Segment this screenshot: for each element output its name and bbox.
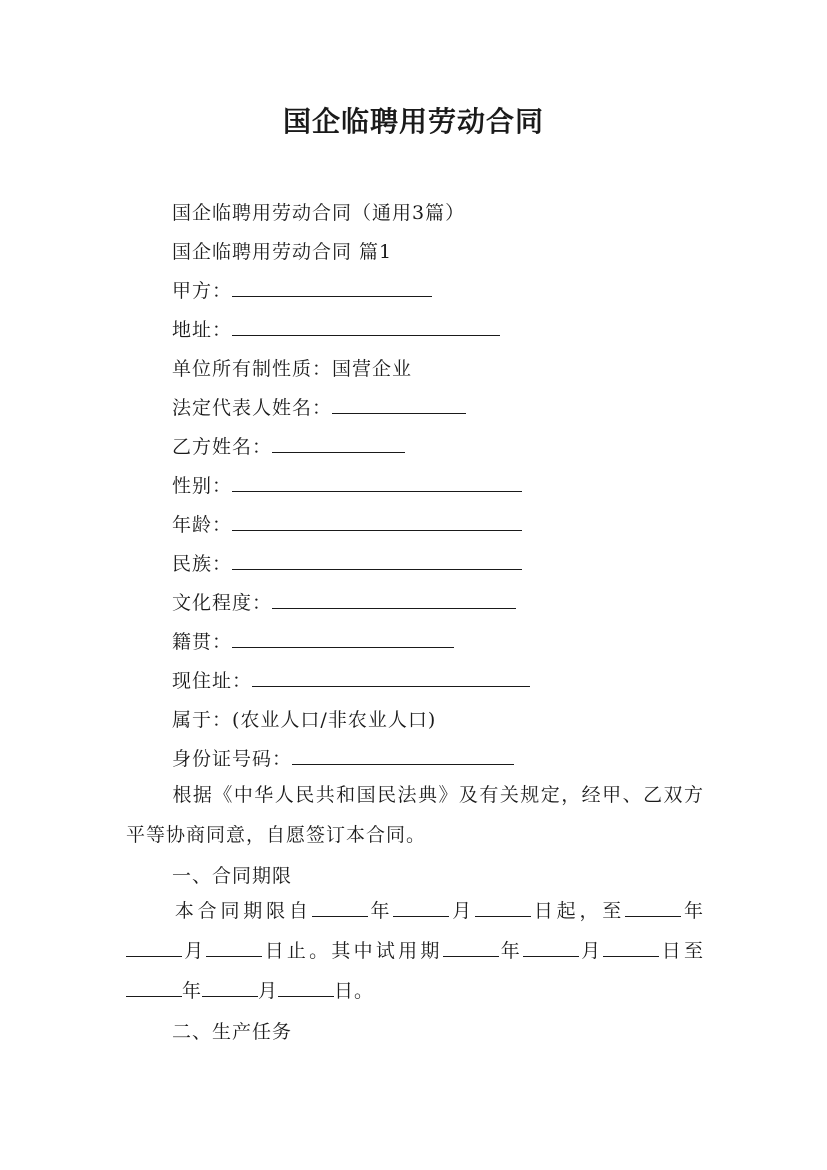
document-title: 国企临聘用劳动合同 xyxy=(282,105,544,138)
address-blank[interactable] xyxy=(232,317,500,336)
gender-row xyxy=(172,471,522,498)
term-day-final-label: 日。 xyxy=(334,980,375,1002)
probation-end-year-blank[interactable] xyxy=(126,978,182,997)
term-year-label: 年 xyxy=(367,900,394,922)
address-label: 地址： xyxy=(172,319,233,341)
address-row xyxy=(172,315,500,342)
education-label: 文化程度： xyxy=(172,592,273,614)
native-place-label: 籍贯： xyxy=(172,631,233,653)
party-b-name-row xyxy=(172,432,405,459)
section-title: 国企临聘用劳动合同 篇1 xyxy=(172,241,393,263)
probation-start-day-blank[interactable] xyxy=(603,938,659,957)
term-paragraph xyxy=(126,891,704,1011)
party-a-row xyxy=(172,276,432,303)
id-number-blank[interactable] xyxy=(292,746,514,765)
gender-label: 性别： xyxy=(172,475,233,497)
education-blank[interactable] xyxy=(272,590,516,609)
household-row: 属于：(农业人口/非农业人口) xyxy=(172,709,437,731)
start-month-blank[interactable] xyxy=(393,898,449,917)
gender-blank[interactable] xyxy=(232,473,522,492)
end-day-blank[interactable] xyxy=(206,938,262,957)
age-label: 年龄： xyxy=(172,514,233,536)
intro-paragraph xyxy=(126,775,704,855)
current-address-row xyxy=(172,666,530,693)
term-day-to-label: 日至 xyxy=(659,940,704,962)
id-number-label: 身份证号码： xyxy=(172,748,293,770)
end-month-blank[interactable] xyxy=(126,938,182,957)
native-place-blank[interactable] xyxy=(232,629,454,648)
term-year-label: 年 xyxy=(182,980,203,1002)
term-month-label: 月 xyxy=(258,980,279,1002)
intro-text: 根据《中华人民共和国民法典》及有关规定，经甲、乙双方平等协商同意，自愿签订本合同。 xyxy=(126,784,704,846)
legal-rep-row xyxy=(172,393,466,420)
document-subtitle: 国企临聘用劳动合同（通用3篇） xyxy=(172,202,466,224)
probation-end-day-blank[interactable] xyxy=(278,978,334,997)
id-number-row xyxy=(172,744,514,771)
probation-start-month-blank[interactable] xyxy=(523,938,579,957)
current-address-blank[interactable] xyxy=(252,668,530,687)
ethnicity-label: 民族： xyxy=(172,553,233,575)
age-row xyxy=(172,510,522,537)
party-a-blank[interactable] xyxy=(232,278,432,297)
legal-rep-label: 法定代表人姓名： xyxy=(172,397,333,419)
probation-end-month-blank[interactable] xyxy=(202,978,258,997)
start-year-blank[interactable] xyxy=(312,898,368,917)
term-month-label: 月 xyxy=(579,940,604,962)
age-blank[interactable] xyxy=(232,512,522,531)
party-b-name-blank[interactable] xyxy=(272,434,405,453)
ownership-row: 单位所有制性质：国营企业 xyxy=(172,358,413,380)
current-address-label: 现住址： xyxy=(172,670,253,692)
term-day-from-label: 日起，至 xyxy=(531,900,626,922)
term-day-end-label: 日止。其中试用期 xyxy=(262,940,443,962)
term-year-label: 年 xyxy=(498,940,524,962)
term-text-start: 本合同期限自 xyxy=(172,900,312,922)
clause-1-title: 一、合同期限 xyxy=(172,865,293,887)
start-day-blank[interactable] xyxy=(475,898,531,917)
party-b-name-label: 乙方姓名： xyxy=(172,436,273,458)
term-month-label: 月 xyxy=(449,900,476,922)
ethnicity-row xyxy=(172,549,522,576)
party-a-label: 甲方： xyxy=(172,280,233,302)
end-year-blank[interactable] xyxy=(625,898,681,917)
education-row xyxy=(172,588,516,615)
probation-start-year-blank[interactable] xyxy=(443,938,499,957)
clause-2-title: 二、生产任务 xyxy=(172,1021,293,1043)
legal-rep-blank[interactable] xyxy=(332,395,466,414)
native-place-row xyxy=(172,627,454,654)
term-year-label: 年 xyxy=(681,900,704,922)
ethnicity-blank[interactable] xyxy=(232,551,522,570)
term-month-label: 月 xyxy=(182,940,207,962)
